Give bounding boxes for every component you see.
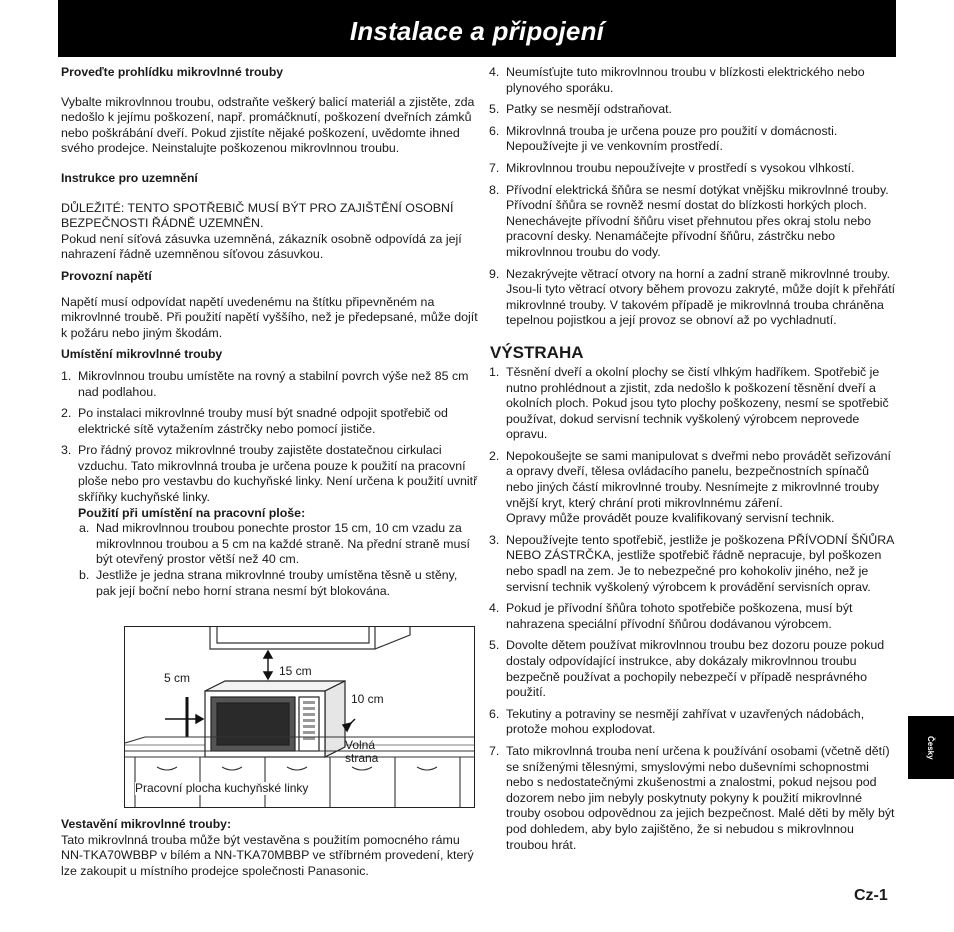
microwave-illustration [125, 627, 474, 807]
item-number: 9. [489, 266, 500, 281]
label-worktop: Pracovní plocha kuchyňské linky [135, 781, 309, 795]
item-text: Mikrovlnnou troubu nepoužívejte v prostředí s vysokou vlhkostí. [506, 160, 855, 175]
item-number: 3. [489, 532, 500, 547]
warning-item [489, 638, 897, 700]
item-text: Nepoužívejte tento spotřebič, jestliže je poškozena PŘÍVODNÍ ŠŇŮRA NEBO ZÁSTRČKA, jestliže spotřebič řádně nepracuje, byl poškozen nebo spadl na zem. Je to nebezpečné pro kohokoliv jiného, než je servisní technik vyškolený výrobcem k provádění servisních oprav. [506, 532, 894, 594]
item-text: Mikrovlnná trouba je určena pouze pro použití v domácnosti. Nepoužívejte ji ve venkovním prostředí. [506, 123, 838, 154]
label-back-clearance: 10 cm [351, 692, 384, 706]
builtin-section [61, 817, 479, 879]
list-item [489, 267, 897, 329]
warning-item [489, 707, 897, 738]
item-text: Přívodní elektrická šňůra se nesmí dotýkat vnějšku mikrovlnné trouby. Přívodní šňůra se rovněž nesmí dostat do blízkosti horkých ploch. Nenechávejte přívodní šňůru viset přehnutou přes okraj stolu nebo pracovní desky. Nenamáčejte přívodní šňůru, zástrčku nebo mikrovlnnou troubu do vody. [506, 182, 889, 259]
label-side-clearance: 5 cm [164, 671, 191, 685]
warning-item [489, 601, 897, 632]
item-number: 6. [489, 706, 500, 721]
item-number: 6. [489, 123, 500, 138]
warning-item [489, 744, 897, 853]
item-text: Tekutiny a potraviny se nesmějí zahřívat v uzavřených nádobách, protože mohou explodovat. [506, 706, 865, 737]
wall-cabinet [210, 627, 410, 649]
grounding-important: DŮLEŽITÉ: TENTO SPOTŘEBIČ MUSÍ BÝT PRO ZAJIŠTĚNÍ OSOBNÍ BEZPEČNOSTI ŘÁDNĚ UZEMNĚN. [61, 200, 454, 231]
worktop-heading: Použití při umístění na pracovní ploše: [78, 505, 306, 520]
sub-list-item [79, 521, 479, 568]
voltage-text: Napětí musí odpovídat napětí uvedenému na štítku připevněném na mikrovlnné troubě. Při použití napětí vyššího, než je předepsané, může dojít k požáru nebo jiným škodám. [61, 294, 478, 340]
page-number: Cz-1 [854, 887, 888, 904]
item-text: Patky se nesmějí odstraňovat. [506, 102, 672, 117]
item-number: 8. [489, 182, 500, 197]
builtin-text: Tato mikrovlnná trouba může být vestavěna s použitím pomocného rámu NN-TKA70WBBP v bílém a NN-TKA70MBBP ve stříbrném provedení, který lze zakoupit u místního prodejce společnosti Panasonic. [61, 832, 474, 878]
grounding-text: Pokud není síťová zásuvka uzemněná, zákazník osobně odpovídá za její nahrazení řádně uzemněnou síťovou zásuvkou. [61, 231, 462, 262]
sub-list-item [79, 568, 479, 599]
item-number: 5. [489, 102, 500, 117]
item-text: Pokud je přívodní šňůra tohoto spotřebiče poškozena, musí být nahrazena speciální přívodní šňůrou dodávanou výrobcem. [506, 601, 853, 631]
item-text: Po instalaci mikrovlnné trouby musí být snadné odpojit spotřebič od elektrické sítě vytažením zástrčky nebo pomocí jističe. [78, 406, 448, 436]
item-text: Těsnění dveří a okolní plochy se čistí vlhkým hadříkem. Spotřebič je nutno prohlédnout a zjistit, zda nedošlo k poškození těsnění dveří a okolních ploch. Pokud jsou tyto plochy poškozeny, nesmí se spotřebič používat, dokud servisní technik vyškolený výrobcem neprovede opravu. [506, 364, 889, 442]
item-text: Jestliže je jedna strana mikrovlnné trouby umístěna těsně u stěny, pak její boční nebo horní strana nesmí být blokována. [96, 568, 458, 598]
item-letter: a. [79, 521, 90, 536]
item-text [506, 449, 897, 527]
page-title: Instalace a připojení [349, 16, 605, 46]
item-text-extra: Opravy může provádět pouze kvalifikovaný servisní technik. [506, 511, 835, 526]
left-column [61, 65, 479, 599]
language-tab-label: Česky [926, 736, 935, 760]
placement-heading: Umístění mikrovlnné trouby [61, 347, 223, 362]
list-item [489, 161, 897, 177]
item-text: Pro řádný provoz mikrovlnné trouby zajistěte dostatečnou cirkulaci vzduchu. Tato mikrovlnná trouba je určena pouze k použití na pracovní ploše nebo pro vestavbu do kuchyňské linky. Není určena k použití uvnitř skříňky kuchyňské linky. [78, 443, 478, 505]
builtin-heading: Vestavění mikrovlnné trouby: [61, 817, 231, 831]
label-top-clearance: 15 cm [279, 664, 312, 678]
voltage-heading: Provozní napětí [61, 268, 152, 283]
label-open-side: Volná strana [345, 738, 379, 765]
list-item [61, 369, 479, 400]
list-item [489, 102, 897, 118]
item-number: 1. [489, 364, 500, 379]
list-item [61, 443, 479, 505]
list-item [489, 124, 897, 155]
item-number: 2. [61, 406, 72, 421]
warning-heading: VÝSTRAHA [490, 342, 584, 362]
item-number: 1. [61, 368, 72, 383]
item-number: 4. [489, 65, 500, 79]
item-text-main: Nepokoušejte se sami manipulovat s dveřmi nebo provádět seřizování a opravy dveří, tělesa ovládacího panelu, bezpečnostních spínačů nebo jiných částí mikrovlnné trouby. Nesnímejte z mikrovlnné trouby vnější kryt, který chrání proti mikrovlnnému záření. [506, 448, 891, 510]
language-tab [908, 716, 954, 779]
top-clearance-arrow [264, 651, 272, 679]
grounding-heading: Instrukce pro uzemnění [61, 170, 198, 185]
item-text: Nad mikrovlnnou troubou ponechte prostor 15 cm, 10 cm vzadu za mikrovlnnou troubou a 5 cm na každé straně. Na přední straně musí být otevřený prostor větší než 40 cm. [96, 521, 470, 567]
item-text: Dovolte dětem používat mikrovlnnou troubu bez dozoru pouze pokud dostaly odpovídající instrukce, aby dokázaly mikrovlnnou troubu bezpečně používat a pochopily nebezpečí v případě nesprávného použití. [506, 638, 885, 700]
item-number: 7. [489, 160, 500, 175]
item-number: 3. [61, 443, 72, 458]
title-bar [58, 0, 896, 57]
item-text: Tato mikrovlnná trouba není určena k používání osobami (včetně dětí) se sníženými tělesnými, smyslovými nebo duševními schopnostmi nebo s nedostatečnými zkušenostmi a znalostmi, pokud nejsou pod dozorem nebo jim nebyly poskytnuty pokyny k použití mikrovlnné trouby osobou odpovědnou za jejich bezpečnost. Malé děti by měly být pod dohledem, aby bylo zajištěno, že si nebudou s mikrovlnnou troubou hrát. [506, 743, 895, 852]
list-item [489, 65, 897, 96]
item-letter: b. [79, 568, 90, 583]
item-number: 5. [489, 638, 500, 653]
side-clearance-arrow [165, 697, 203, 737]
item-number: 4. [489, 601, 500, 616]
list-item [489, 183, 897, 261]
warning-item [489, 449, 897, 527]
inspect-heading: Proveďte prohlídku mikrovlnné trouby [61, 65, 284, 79]
item-text: Nezakrývejte větrací otvory na horní a zadní straně mikrovlnné trouby. Jsou-li tyto větrací otvory během provozu zakryté, může dojít k přehřátí mikrovlnné trouby. V takovém případě je mikrovlnná trouba chráněna tepelnou pojistkou a její provoz se obnoví až po vychladnutí. [506, 266, 896, 328]
item-number: 7. [489, 743, 500, 758]
warning-item [489, 365, 897, 443]
item-text: Mikrovlnnou troubu umístěte na rovný a stabilní povrch výše než 85 cm nad podlahou. [78, 368, 469, 399]
item-text: Neumísťujte tuto mikrovlnnou troubu v blízkosti elektrického nebo plynového sporáku. [506, 65, 865, 95]
inspect-text: Vybalte mikrovlnnou troubu, odstraňte veškerý balicí materiál a zjistěte, zda nedošlo k jejímu poškození, např. promáčknutí, poškození dveřních zámků nebo poškrábání dveří. Pokud zjistíte nějaké poškození, uvědomte ihned svého prodejce. Neinstalujte poškozenou mikrovlnnou troubu. [61, 94, 475, 156]
right-column [489, 65, 897, 853]
list-item [61, 406, 479, 437]
microwave-oven [205, 681, 345, 757]
warning-item [489, 533, 897, 595]
installation-figure [124, 626, 475, 808]
item-number: 2. [489, 448, 500, 463]
